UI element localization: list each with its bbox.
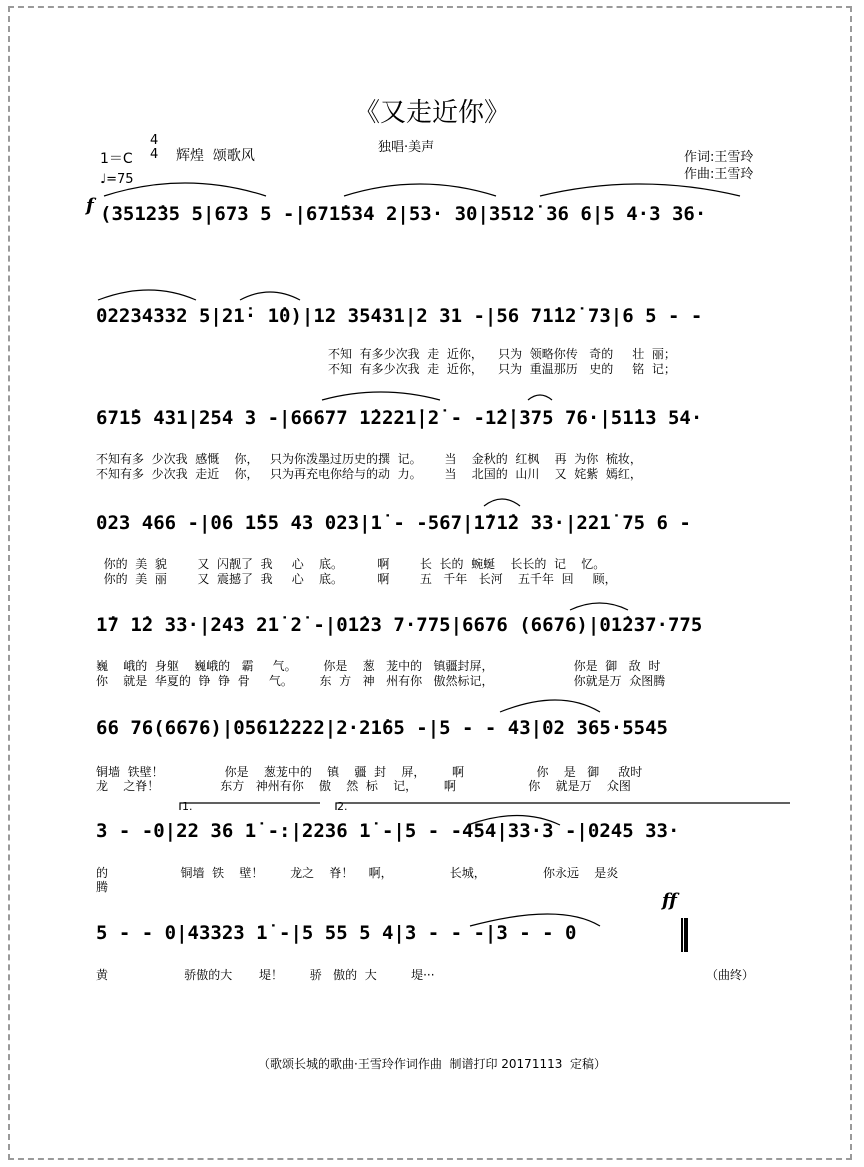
notation-line-6: 66 76(6676)|0561̇2222|2·21̇65 -|5 - - 43|02 365·5545 [96, 717, 668, 739]
composer-credit: 作曲:王雪玲 [684, 167, 754, 182]
lyricist-credit: 作词:王雪玲 [684, 150, 754, 165]
lyric-line-4b: 你的 美 丽 又 震撼了 我 心 底。 啊 五 千年 长河 五千年 回 顾， [96, 572, 617, 586]
footer-note: （歌颂长城的歌曲·王雪玲作词作曲 制谱打印 20171113 定稿） [258, 1057, 606, 1071]
dynamic-fortissimo: ff [662, 890, 677, 911]
volta-second: 2. [337, 800, 348, 813]
lyric-line-7a: 的 铜墙 铁 壁！ 龙之 脊！ 啊， 长城， 你永远 是炎 [96, 866, 619, 880]
notation-line-3: 671̇5 431|254 3 -|66677 1̇2221̇|2̇ - -1̇2̇|375 76·|51̇13 54· [96, 407, 703, 429]
time-signature: 4 4 [150, 133, 159, 162]
lyric-line-8a: 黄 骄傲的大 堤！ 骄 傲的 大 堤··· [96, 968, 435, 982]
lyric-line-4a: 你的 美 貌 又 闪靓了 我 心 底。 啊 长 长的 蜿蜒 长长的 记 忆。 [96, 557, 606, 571]
song-title: 《又走近你》 [353, 98, 510, 128]
lyric-line-6b: 龙 之脊！ 东方 神州有你 傲 然 标 记， 啊 你 就是万 众图 [96, 779, 631, 793]
key-signature: 1＝C [100, 151, 133, 167]
lyric-line-2b: 不知 有多少次我 走 近你， 只为 重温那历 史的 铭 记； [328, 362, 676, 376]
lyric-line-3b: 不知有多 少次我 走近 你， 只为再充电你给与的动 力。 当 北国的 山川 又 姹紫 嫣红， [96, 467, 642, 481]
lyric-line-3a: 不知有多 少次我 感慨 你， 只为你泼墨过历史的撰 记。 当 金秋的 红枫 再 为你 梳妆， [96, 452, 642, 466]
lyric-line-6a: 铜墙 铁壁！ 你是 葱茏中的 镇 疆 封 屏， 啊 你 是 御 敌时 [96, 765, 643, 779]
lyric-line-5a: 巍 峨的 身躯 巍峨的 霸 气。 你是 葱 茏中的 镇疆封屏， 你是 御 敌 时 [96, 659, 661, 673]
tempo-marking: ♩=75 [100, 172, 134, 187]
notation-line-5: 1̇7 1̇2 33·|243 21̇ 2̇ -|01̇23 7·775|6676 (6676)|01̇237·775 [96, 614, 703, 636]
notation-line-1: (3512̇35 5|673 5 -|671̇534 2|53· 30|3512̇ 36 6|5 4·3 36· [100, 203, 707, 225]
dynamic-forte: f [86, 195, 94, 216]
lyric-line-5b: 你 就是 华夏的 铮 铮 骨 气。 东 方 神 州有你 傲然标记， 你就是万 众图腾 [96, 674, 666, 688]
notation-line-8: 5 - - 0|43323 1̇ -|5 55 5 4|3 - - -|3 - - 0 [96, 922, 577, 944]
voice-type: 独唱·美声 [378, 140, 435, 155]
notation-line-2: 02234332 5|21̇· 1̇0)|12 35431|2 31 -|56 71̇12̇ 73|6 5 - - [96, 305, 703, 327]
volta-first: 1. [182, 800, 193, 813]
lyric-line-7b: 腾 [96, 880, 109, 894]
notation-line-7: 3 - -0|22 36 1̇ -:|2236 1̇ -|5 - -454|33·3 -|0245 33· [96, 820, 680, 842]
notation-line-4: 023 466 -|06 1̇55 43 023|1̇ - -567|1̇71̇2 33·|221̇ 75 6 - [96, 512, 691, 534]
style-marking: 辉煌 颂歌风 [176, 148, 255, 164]
lyric-line-2a: 不知 有多少次我 走 近你， 只为 领略你传 奇的 壮 丽； [328, 347, 676, 361]
ending-marker: （曲终） [706, 968, 755, 982]
